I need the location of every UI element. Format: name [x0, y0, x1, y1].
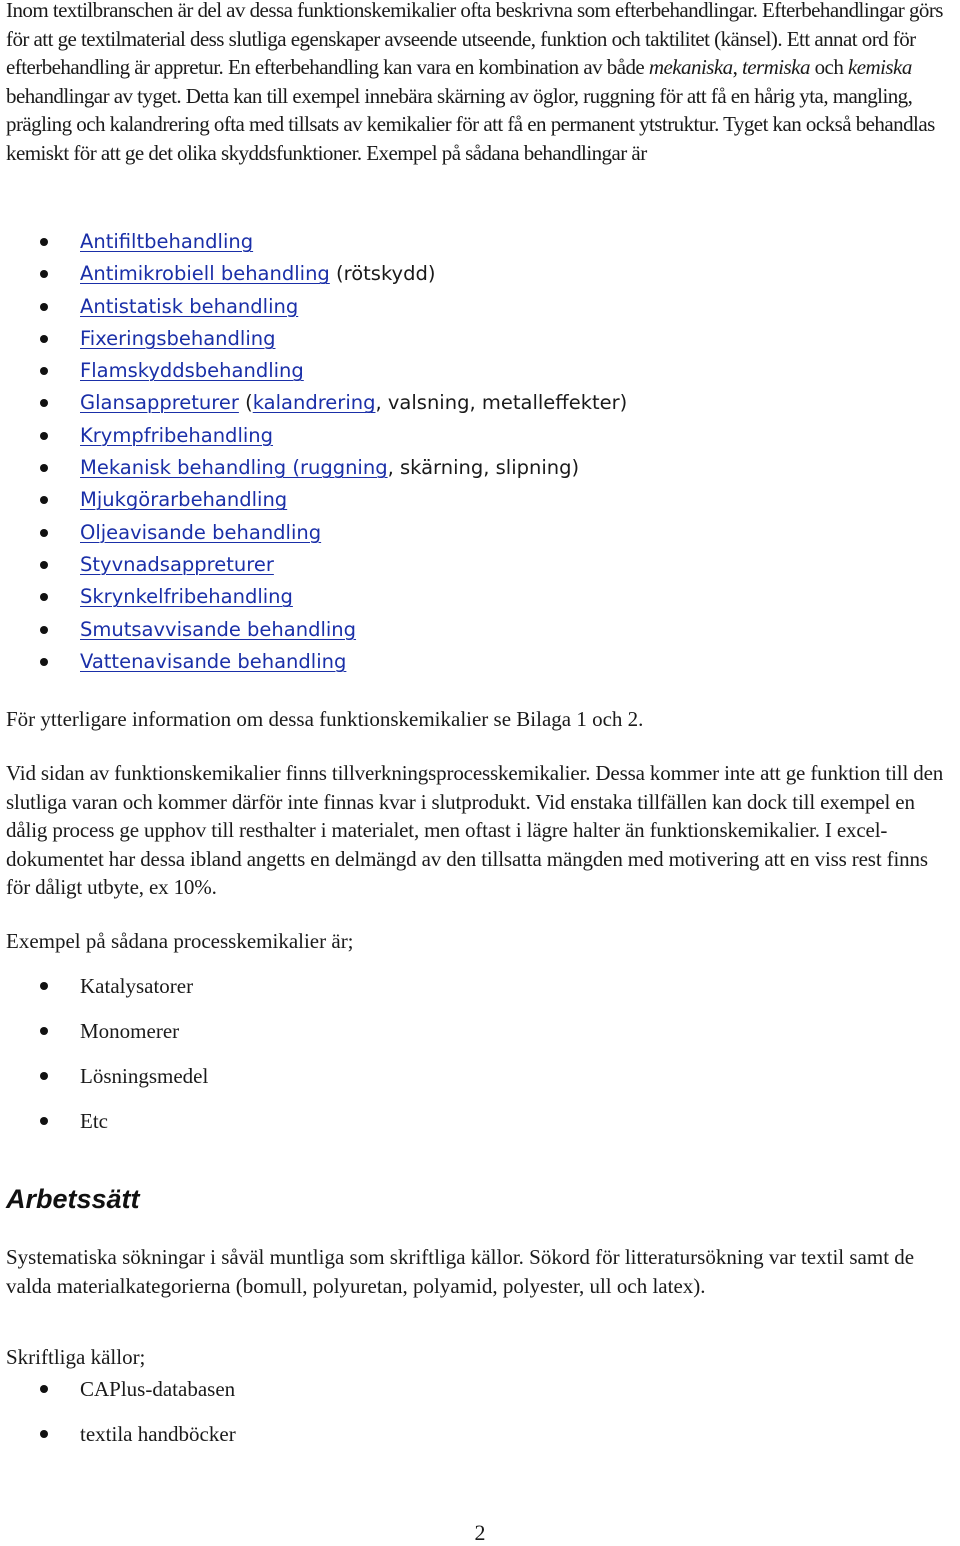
written-sources-label: Skriftliga källor; [6, 1345, 146, 1369]
page-number: 2 [474, 1520, 486, 1545]
bullet-icon [40, 593, 48, 601]
bullet-icon [40, 432, 48, 440]
further-info-text: För ytterligare information om dessa funktionskemikalier se Bilaga 1 och 2. [6, 707, 644, 731]
treatment-link[interactable]: Krympfribehandling [80, 423, 274, 447]
list-item [0, 484, 940, 516]
treatment-link[interactable]: Antimikrobiell behandling [80, 262, 330, 286]
method-paragraph: Systematiska sökningar i såväl muntliga som skriftliga källor. Sökord för litteratursökning var textil samt de valda materialkategorierna (bomull, polyuretan, polyamid, polyester, ull och latex). [6, 1245, 915, 1298]
treatment-link[interactable]: Fixeringsbehandling [80, 326, 276, 350]
process-intro-text: Exempel på sådana processkemikalier är; [6, 929, 354, 953]
list-item [0, 323, 940, 355]
list-item [0, 614, 940, 646]
bullet-icon [40, 238, 48, 246]
treatment-link[interactable]: Mjukgörarbehandling [80, 488, 288, 512]
bullet-icon [40, 367, 48, 375]
treatment-link[interactable]: Styvnadsappreturer [80, 552, 274, 576]
bullet-icon [40, 1072, 48, 1080]
bullet-icon [40, 270, 48, 278]
bullet-icon [40, 496, 48, 504]
bullet-icon [40, 1027, 48, 1035]
bullet-icon [40, 1117, 48, 1125]
treatment-link[interactable]: Antistatisk behandling [80, 294, 299, 318]
list-item: Katalysatorer [0, 972, 940, 1017]
emphasis-kemiska: kemiska [847, 55, 912, 80]
list-item [0, 355, 940, 387]
bullet-icon [40, 335, 48, 343]
bullet-icon [40, 464, 48, 472]
list-item: Mekanisk behandling (ruggning, skärning, slipning) [0, 452, 940, 484]
process-paragraph: Vid sidan av funktionskemikalier finns tillverkningsprocesskemikalier. Dessa kommer inte att ge funktion till den slutliga varan och kommer därför inte finnas kvar i slutprodukt. Vid enstaka tillfällen kan dock till exempel en dålig process ge upphov till resthalter i materialet, men oftast i lägre halter än funktionskemikalier. I excel-dokumentet har dessa ibland angetts en delmängd av den tillsatta mängden med motivering att en viss rest finns för dåligt utbyte, ex 10%. [6, 761, 944, 900]
emphasis-mekaniska: mekaniska [648, 55, 733, 80]
list-item [0, 517, 940, 549]
list-item [0, 646, 940, 678]
list-item: Glansappreturer (kalandrering, valsning, metalleffekter) [0, 387, 940, 419]
treatment-link[interactable]: Skrynkelfribehandling [80, 585, 293, 609]
bullet-icon [40, 399, 48, 407]
treatment-link-secondary[interactable]: kalandrering [252, 391, 376, 415]
list-item: Etc [0, 1107, 940, 1152]
intro-paragraph: Inom textilbranschen är del av dessa funktionskemikalier ofta beskrivna som efterbehandlingar. Efterbehandlingar görs för att ge textilmaterial dess slutliga egenskaper avseende utseende, funktion och taktilitet (känsel). Ett annat ord för efterbehandling är appretur. En efterbehandling kan vara en kombination av både mekaniska, termiska och kemiska behandlingar av tyget. Detta kan till exempel innebära skärning av öglor, ruggning för att få en hårig yta, mangling, prägling och kalandrering ofta med tillsats av kemikalier för att få en permanent ytstruktur. Tyget kan också behandlas kemiskt för att ge det olika skyddsfunktioner. Exempel på sådana behandlingar är [6, 0, 943, 165]
treatment-link[interactable]: Oljeavisande behandling [80, 520, 322, 544]
bullet-icon [40, 1385, 48, 1393]
treatment-list [0, 226, 940, 678]
bullet-icon [40, 1430, 48, 1438]
treatment-link[interactable]: Vattenavisande behandling [80, 649, 347, 673]
bullet-icon [40, 303, 48, 311]
section-heading: Arbetssätt [6, 1184, 140, 1214]
list-item: CAPlus-databasen [0, 1375, 940, 1420]
bullet-icon [40, 982, 48, 990]
list-item [0, 420, 940, 452]
list-item: Antimikrobiell behandling (rötskydd) [0, 258, 940, 290]
emphasis-termiska: termiska [741, 55, 810, 80]
process-chemicals-list [0, 972, 940, 1152]
treatment-link[interactable]: Smutsavvisande behandling [80, 617, 357, 641]
bullet-icon [40, 658, 48, 666]
treatment-link[interactable]: Glansappreturer [80, 391, 239, 415]
treatment-link[interactable]: Flamskyddsbehandling [80, 359, 304, 383]
list-item: Lösningsmedel [0, 1062, 940, 1107]
written-sources-list [0, 1375, 940, 1465]
list-item [0, 226, 940, 258]
list-item: Monomerer [0, 1017, 940, 1062]
list-item: textila handböcker [0, 1420, 940, 1465]
bullet-icon [40, 626, 48, 634]
treatment-link[interactable]: Antifiltbehandling [80, 230, 254, 253]
list-item [0, 549, 940, 581]
list-item [0, 581, 940, 613]
list-item [0, 291, 940, 323]
bullet-icon [40, 529, 48, 537]
treatment-link[interactable]: Mekanisk behandling (ruggning [80, 456, 388, 480]
bullet-icon [40, 561, 48, 569]
